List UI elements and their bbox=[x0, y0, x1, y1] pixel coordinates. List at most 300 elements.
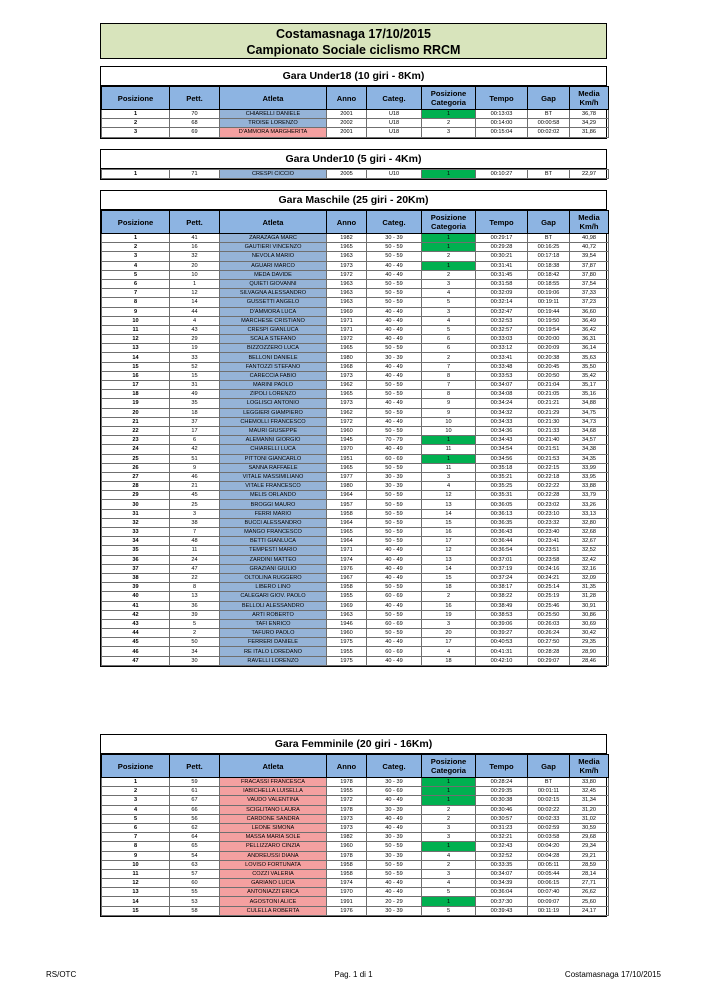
athlete-cell: FERRERI DANIELE bbox=[220, 638, 327, 647]
table-row bbox=[102, 546, 609, 555]
athlete-cell: ANDREUSSI DIANA bbox=[220, 851, 327, 860]
table-row bbox=[102, 472, 609, 481]
category-cell: 40 - 49 bbox=[367, 573, 422, 582]
athlete-cell: TEMPESTI MARIO bbox=[220, 546, 327, 555]
bib-cell: 62 bbox=[170, 823, 220, 832]
gap-cell: 00:21:29 bbox=[528, 408, 570, 417]
athlete-cell: FRACASSI FRANCESCA bbox=[220, 778, 327, 787]
bib-cell: 22 bbox=[170, 573, 220, 582]
category-position-cell: 1 bbox=[422, 897, 476, 906]
position-cell: 41 bbox=[102, 601, 170, 610]
bib-cell: 64 bbox=[170, 833, 220, 842]
bib-cell: 70 bbox=[170, 110, 220, 119]
gap-cell: 00:27:50 bbox=[528, 638, 570, 647]
time-cell: 00:34:07 bbox=[476, 869, 528, 878]
year-cell: 1980 bbox=[327, 482, 367, 491]
gap-cell: 00:21:21 bbox=[528, 399, 570, 408]
year-cell: 1973 bbox=[327, 261, 367, 270]
time-cell: 00:42:10 bbox=[476, 656, 528, 665]
athlete-cell: MAURI GIUSEPPE bbox=[220, 426, 327, 435]
category-cell: 40 - 49 bbox=[367, 638, 422, 647]
category-cell: 50 - 59 bbox=[367, 243, 422, 252]
bib-cell: 14 bbox=[170, 298, 220, 307]
table-row bbox=[102, 564, 609, 573]
category-position-cell: 7 bbox=[422, 381, 476, 390]
event-title: Costamasnaga 17/10/2015 bbox=[276, 27, 431, 41]
category-position-cell: 6 bbox=[422, 335, 476, 344]
category-position-cell: 1 bbox=[422, 787, 476, 796]
category-cell: 50 - 59 bbox=[367, 298, 422, 307]
gap-cell: 00:16:25 bbox=[528, 243, 570, 252]
category-position-cell: 14 bbox=[422, 564, 476, 573]
year-cell: 1978 bbox=[327, 851, 367, 860]
time-cell: 00:29:35 bbox=[476, 787, 528, 796]
speed-cell: 34,35 bbox=[570, 454, 609, 463]
speed-cell: 32,67 bbox=[570, 537, 609, 546]
table-row bbox=[102, 335, 609, 344]
athlete-cell: IABICHELLA LUISELLA bbox=[220, 787, 327, 796]
year-cell: 1958 bbox=[327, 583, 367, 592]
athlete-cell: LOGLISCI ANTONIO bbox=[220, 399, 327, 408]
year-cell: 1965 bbox=[327, 463, 367, 472]
position-cell: 5 bbox=[102, 814, 170, 823]
bib-cell: 21 bbox=[170, 482, 220, 491]
speed-cell: 30,42 bbox=[570, 629, 609, 638]
bib-cell: 48 bbox=[170, 537, 220, 546]
bib-cell: 65 bbox=[170, 842, 220, 851]
time-cell: 00:36:43 bbox=[476, 528, 528, 537]
speed-cell: 37,87 bbox=[570, 261, 609, 270]
time-cell: 00:38:17 bbox=[476, 583, 528, 592]
category-cell: 50 - 59 bbox=[367, 869, 422, 878]
category-position-cell: 6 bbox=[422, 344, 476, 353]
bib-cell: 46 bbox=[170, 472, 220, 481]
athlete-cell: COZZI VALERIA bbox=[220, 869, 327, 878]
speed-cell: 34,38 bbox=[570, 445, 609, 454]
gap-cell: 00:17:18 bbox=[528, 252, 570, 261]
category-position-cell: 10 bbox=[422, 417, 476, 426]
table-row bbox=[102, 381, 609, 390]
category-cell: 30 - 39 bbox=[367, 851, 422, 860]
race-title: Gara Under18 (10 giri - 8Km) bbox=[101, 67, 606, 86]
column-header: Tempo bbox=[476, 211, 528, 234]
year-cell: 2001 bbox=[327, 110, 367, 119]
athlete-cell: QUIETI GIOVANNI bbox=[220, 279, 327, 288]
year-cell: 1973 bbox=[327, 399, 367, 408]
time-cell: 00:39:43 bbox=[476, 906, 528, 915]
time-cell: 00:33:41 bbox=[476, 353, 528, 362]
category-cell: 50 - 59 bbox=[367, 842, 422, 851]
table-row bbox=[102, 344, 609, 353]
position-cell: 10 bbox=[102, 316, 170, 325]
athlete-cell: ZARAZAGA MARC bbox=[220, 234, 327, 243]
position-cell: 18 bbox=[102, 390, 170, 399]
table-row bbox=[102, 537, 609, 546]
results-table bbox=[101, 86, 609, 138]
time-cell: 00:38:22 bbox=[476, 592, 528, 601]
gap-cell: 00:07:40 bbox=[528, 888, 570, 897]
gap-cell: 00:23:58 bbox=[528, 555, 570, 564]
speed-cell: 31,34 bbox=[570, 796, 609, 805]
bib-cell: 29 bbox=[170, 335, 220, 344]
position-cell: 29 bbox=[102, 491, 170, 500]
speed-cell: 28,46 bbox=[570, 656, 609, 665]
category-position-cell: 16 bbox=[422, 528, 476, 537]
category-cell: 40 - 49 bbox=[367, 399, 422, 408]
category-position-cell: 16 bbox=[422, 601, 476, 610]
speed-cell: 36,60 bbox=[570, 307, 609, 316]
table-row bbox=[102, 906, 609, 915]
time-cell: 00:34:43 bbox=[476, 436, 528, 445]
bib-cell: 19 bbox=[170, 344, 220, 353]
category-position-cell: 5 bbox=[422, 906, 476, 915]
category-position-cell: 3 bbox=[422, 472, 476, 481]
position-cell: 37 bbox=[102, 564, 170, 573]
column-header: Gap bbox=[528, 755, 570, 778]
position-cell: 27 bbox=[102, 472, 170, 481]
athlete-cell: LEONE SIMONA bbox=[220, 823, 327, 832]
category-cell: 50 - 59 bbox=[367, 860, 422, 869]
bib-cell: 6 bbox=[170, 436, 220, 445]
athlete-cell: LIBERO LINO bbox=[220, 583, 327, 592]
speed-cell: 32,68 bbox=[570, 528, 609, 537]
column-header: Tempo bbox=[476, 87, 528, 110]
time-cell: 00:31:41 bbox=[476, 261, 528, 270]
category-position-cell: 4 bbox=[422, 482, 476, 491]
position-cell: 1 bbox=[102, 110, 170, 119]
gap-cell: 00:21:30 bbox=[528, 417, 570, 426]
gap-cell: 00:02:02 bbox=[528, 128, 570, 137]
column-header: Posizione bbox=[102, 211, 170, 234]
category-position-cell: 11 bbox=[422, 463, 476, 472]
year-cell: 1946 bbox=[327, 619, 367, 628]
bib-cell: 11 bbox=[170, 546, 220, 555]
position-cell: 1 bbox=[102, 234, 170, 243]
category-cell: 40 - 49 bbox=[367, 546, 422, 555]
table-row bbox=[102, 851, 609, 860]
bib-cell: 66 bbox=[170, 805, 220, 814]
time-cell: 00:32:21 bbox=[476, 833, 528, 842]
year-cell: 1957 bbox=[327, 500, 367, 509]
athlete-cell: FANTOZZI STEFANO bbox=[220, 362, 327, 371]
time-cell: 00:37:19 bbox=[476, 564, 528, 573]
category-position-cell: 2 bbox=[422, 252, 476, 261]
time-cell: 00:40:53 bbox=[476, 638, 528, 647]
category-position-cell: 2 bbox=[422, 805, 476, 814]
year-cell: 1965 bbox=[327, 243, 367, 252]
athlete-cell: RAVELLI LORENZO bbox=[220, 656, 327, 665]
column-header: Atleta bbox=[220, 87, 327, 110]
speed-cell: 28,59 bbox=[570, 860, 609, 869]
table-row bbox=[102, 518, 609, 527]
category-cell: 40 - 49 bbox=[367, 270, 422, 279]
bib-cell: 18 bbox=[170, 408, 220, 417]
category-cell: 30 - 39 bbox=[367, 833, 422, 842]
table-row bbox=[102, 128, 609, 137]
athlete-cell: GAUTIERI VINCENZO bbox=[220, 243, 327, 252]
athlete-cell: AGUARI MARCO bbox=[220, 261, 327, 270]
athlete-cell: LOVISO FORTUNATA bbox=[220, 860, 327, 869]
time-cell: 00:39:27 bbox=[476, 629, 528, 638]
category-cell: 50 - 59 bbox=[367, 518, 422, 527]
category-cell: 50 - 59 bbox=[367, 491, 422, 500]
category-position-cell: 15 bbox=[422, 573, 476, 582]
bib-cell: 2 bbox=[170, 629, 220, 638]
year-cell: 1965 bbox=[327, 528, 367, 537]
time-cell: 00:35:18 bbox=[476, 463, 528, 472]
category-position-cell: 3 bbox=[422, 279, 476, 288]
bib-cell: 34 bbox=[170, 647, 220, 656]
speed-cell: 29,34 bbox=[570, 842, 609, 851]
category-cell: 40 - 49 bbox=[367, 335, 422, 344]
athlete-cell: ZARDINI MATTEO bbox=[220, 555, 327, 564]
gap-cell: 00:05:11 bbox=[528, 860, 570, 869]
speed-cell: 31,35 bbox=[570, 583, 609, 592]
year-cell: 1951 bbox=[327, 454, 367, 463]
column-header: Atleta bbox=[220, 755, 327, 778]
category-cell: 50 - 59 bbox=[367, 390, 422, 399]
table-row bbox=[102, 601, 609, 610]
athlete-cell: MELIS ORLANDO bbox=[220, 491, 327, 500]
column-header: Media Km/h bbox=[570, 755, 609, 778]
category-cell: U18 bbox=[367, 119, 422, 128]
position-cell: 14 bbox=[102, 353, 170, 362]
table-row bbox=[102, 463, 609, 472]
position-cell: 8 bbox=[102, 298, 170, 307]
gap-cell: BT bbox=[528, 170, 570, 179]
gap-cell: 00:01:11 bbox=[528, 787, 570, 796]
table-row bbox=[102, 555, 609, 564]
category-cell: 40 - 49 bbox=[367, 601, 422, 610]
position-cell: 44 bbox=[102, 629, 170, 638]
athlete-cell: VAUDO VALENTINA bbox=[220, 796, 327, 805]
year-cell: 1977 bbox=[327, 472, 367, 481]
year-cell: 1955 bbox=[327, 647, 367, 656]
category-position-cell: 1 bbox=[422, 436, 476, 445]
gap-cell: BT bbox=[528, 778, 570, 787]
gap-cell: 00:20:50 bbox=[528, 371, 570, 380]
bib-cell: 20 bbox=[170, 261, 220, 270]
time-cell: 00:28:24 bbox=[476, 778, 528, 787]
speed-cell: 34,88 bbox=[570, 399, 609, 408]
gap-cell: 00:18:42 bbox=[528, 270, 570, 279]
column-header: Atleta bbox=[220, 211, 327, 234]
table-row bbox=[102, 243, 609, 252]
year-cell: 1968 bbox=[327, 362, 367, 371]
year-cell: 1960 bbox=[327, 426, 367, 435]
position-cell: 12 bbox=[102, 335, 170, 344]
year-cell: 1963 bbox=[327, 279, 367, 288]
position-cell: 43 bbox=[102, 619, 170, 628]
time-cell: 00:31:45 bbox=[476, 270, 528, 279]
year-cell: 1970 bbox=[327, 445, 367, 454]
bib-cell: 45 bbox=[170, 491, 220, 500]
category-cell: 40 - 49 bbox=[367, 325, 422, 334]
athlete-cell: SANNA RAFFAELE bbox=[220, 463, 327, 472]
speed-cell: 37,54 bbox=[570, 279, 609, 288]
speed-cell: 22,97 bbox=[570, 170, 609, 179]
category-cell: 50 - 59 bbox=[367, 289, 422, 298]
position-cell: 7 bbox=[102, 833, 170, 842]
position-cell: 34 bbox=[102, 537, 170, 546]
time-cell: 00:36:05 bbox=[476, 500, 528, 509]
speed-cell: 33,13 bbox=[570, 509, 609, 518]
athlete-cell: MEDA DAVIDE bbox=[220, 270, 327, 279]
bib-cell: 24 bbox=[170, 555, 220, 564]
category-cell: 40 - 49 bbox=[367, 445, 422, 454]
time-cell: 00:36:35 bbox=[476, 518, 528, 527]
year-cell: 1971 bbox=[327, 316, 367, 325]
year-cell: 1991 bbox=[327, 897, 367, 906]
category-position-cell: 18 bbox=[422, 656, 476, 665]
year-cell: 1982 bbox=[327, 833, 367, 842]
year-cell: 1975 bbox=[327, 656, 367, 665]
category-cell: U18 bbox=[367, 110, 422, 119]
time-cell: 00:34:36 bbox=[476, 426, 528, 435]
athlete-cell: VITALE MASSIMILIANO bbox=[220, 472, 327, 481]
year-cell: 1972 bbox=[327, 335, 367, 344]
time-cell: 00:34:24 bbox=[476, 399, 528, 408]
year-cell: 2002 bbox=[327, 119, 367, 128]
column-header: Categ. bbox=[367, 211, 422, 234]
athlete-cell: CHIARELLI LUCA bbox=[220, 445, 327, 454]
table-row bbox=[102, 842, 609, 851]
time-cell: 00:33:35 bbox=[476, 860, 528, 869]
position-cell: 3 bbox=[102, 796, 170, 805]
year-cell: 1958 bbox=[327, 869, 367, 878]
gap-cell: 00:03:58 bbox=[528, 833, 570, 842]
table-row bbox=[102, 170, 609, 179]
bib-cell: 39 bbox=[170, 610, 220, 619]
bib-cell: 61 bbox=[170, 787, 220, 796]
category-position-cell: 1 bbox=[422, 778, 476, 787]
year-cell: 1978 bbox=[327, 805, 367, 814]
table-row bbox=[102, 261, 609, 270]
gap-cell: 00:00:58 bbox=[528, 119, 570, 128]
time-cell: 00:37:24 bbox=[476, 573, 528, 582]
athlete-cell: ARTI ROBERTO bbox=[220, 610, 327, 619]
category-position-cell: 8 bbox=[422, 390, 476, 399]
category-position-cell: 20 bbox=[422, 629, 476, 638]
speed-cell: 33,26 bbox=[570, 500, 609, 509]
bib-cell: 53 bbox=[170, 897, 220, 906]
column-header: Anno bbox=[327, 211, 367, 234]
category-cell: 50 - 59 bbox=[367, 279, 422, 288]
position-cell: 28 bbox=[102, 482, 170, 491]
category-position-cell: 18 bbox=[422, 583, 476, 592]
category-position-cell: 1 bbox=[422, 796, 476, 805]
athlete-cell: CARDONE SANDRA bbox=[220, 814, 327, 823]
gap-cell: 00:29:07 bbox=[528, 656, 570, 665]
time-cell: 00:34:56 bbox=[476, 454, 528, 463]
table-row bbox=[102, 583, 609, 592]
position-cell: 45 bbox=[102, 638, 170, 647]
table-row bbox=[102, 500, 609, 509]
year-cell: 1969 bbox=[327, 601, 367, 610]
category-cell: 40 - 49 bbox=[367, 879, 422, 888]
gap-cell: 00:19:06 bbox=[528, 289, 570, 298]
bib-cell: 50 bbox=[170, 638, 220, 647]
gap-cell: 00:21:40 bbox=[528, 436, 570, 445]
speed-cell: 34,75 bbox=[570, 408, 609, 417]
time-cell: 00:34:32 bbox=[476, 408, 528, 417]
position-cell: 10 bbox=[102, 860, 170, 869]
table-row bbox=[102, 869, 609, 878]
category-cell: 30 - 39 bbox=[367, 353, 422, 362]
category-position-cell: 4 bbox=[422, 647, 476, 656]
athlete-cell: PITTONI GIANCARLO bbox=[220, 454, 327, 463]
category-cell: 50 - 59 bbox=[367, 629, 422, 638]
gap-cell: 00:21:04 bbox=[528, 381, 570, 390]
time-cell: 00:32:52 bbox=[476, 851, 528, 860]
athlete-cell: ANTONIAZZI ERICA bbox=[220, 888, 327, 897]
year-cell: 1965 bbox=[327, 390, 367, 399]
bib-cell: 57 bbox=[170, 869, 220, 878]
speed-cell: 30,69 bbox=[570, 619, 609, 628]
category-cell: 40 - 49 bbox=[367, 656, 422, 665]
position-cell: 46 bbox=[102, 647, 170, 656]
time-cell: 00:31:23 bbox=[476, 823, 528, 832]
gap-cell: 00:11:19 bbox=[528, 906, 570, 915]
gap-cell: 00:21:53 bbox=[528, 454, 570, 463]
category-position-cell: 5 bbox=[422, 888, 476, 897]
position-cell: 36 bbox=[102, 555, 170, 564]
time-cell: 00:10:27 bbox=[476, 170, 528, 179]
category-cell: 20 - 29 bbox=[367, 897, 422, 906]
position-cell: 15 bbox=[102, 906, 170, 915]
time-cell: 00:32:57 bbox=[476, 325, 528, 334]
table-row bbox=[102, 279, 609, 288]
position-cell: 42 bbox=[102, 610, 170, 619]
gap-cell: 00:25:50 bbox=[528, 610, 570, 619]
time-cell: 00:33:03 bbox=[476, 335, 528, 344]
bib-cell: 54 bbox=[170, 851, 220, 860]
category-cell: 60 - 69 bbox=[367, 647, 422, 656]
time-cell: 00:32:14 bbox=[476, 298, 528, 307]
athlete-cell: SCALA STEFANO bbox=[220, 335, 327, 344]
position-cell: 35 bbox=[102, 546, 170, 555]
category-cell: 50 - 59 bbox=[367, 344, 422, 353]
athlete-cell: GARIANO LUCIA bbox=[220, 879, 327, 888]
time-cell: 00:30:46 bbox=[476, 805, 528, 814]
gap-cell: 00:20:38 bbox=[528, 353, 570, 362]
table-row bbox=[102, 638, 609, 647]
speed-cell: 28,90 bbox=[570, 647, 609, 656]
race-title: Gara Femminile (20 giri - 16Km) bbox=[101, 735, 606, 754]
year-cell: 1973 bbox=[327, 823, 367, 832]
results-table bbox=[101, 754, 609, 916]
bib-cell: 31 bbox=[170, 381, 220, 390]
category-position-cell: 3 bbox=[422, 307, 476, 316]
athlete-cell: BROGGI MAURO bbox=[220, 500, 327, 509]
category-position-cell: 5 bbox=[422, 325, 476, 334]
time-cell: 00:37:30 bbox=[476, 897, 528, 906]
bib-cell: 60 bbox=[170, 879, 220, 888]
column-header: Anno bbox=[327, 755, 367, 778]
speed-cell: 26,62 bbox=[570, 888, 609, 897]
gap-cell: 00:26:03 bbox=[528, 619, 570, 628]
year-cell: 1964 bbox=[327, 537, 367, 546]
category-position-cell: 1 bbox=[422, 842, 476, 851]
category-position-cell: 2 bbox=[422, 860, 476, 869]
year-cell: 1963 bbox=[327, 298, 367, 307]
column-header: Categ. bbox=[367, 755, 422, 778]
year-cell: 1973 bbox=[327, 814, 367, 823]
year-cell: 1963 bbox=[327, 252, 367, 261]
bib-cell: 67 bbox=[170, 796, 220, 805]
speed-cell: 31,02 bbox=[570, 814, 609, 823]
gap-cell: 00:19:44 bbox=[528, 307, 570, 316]
